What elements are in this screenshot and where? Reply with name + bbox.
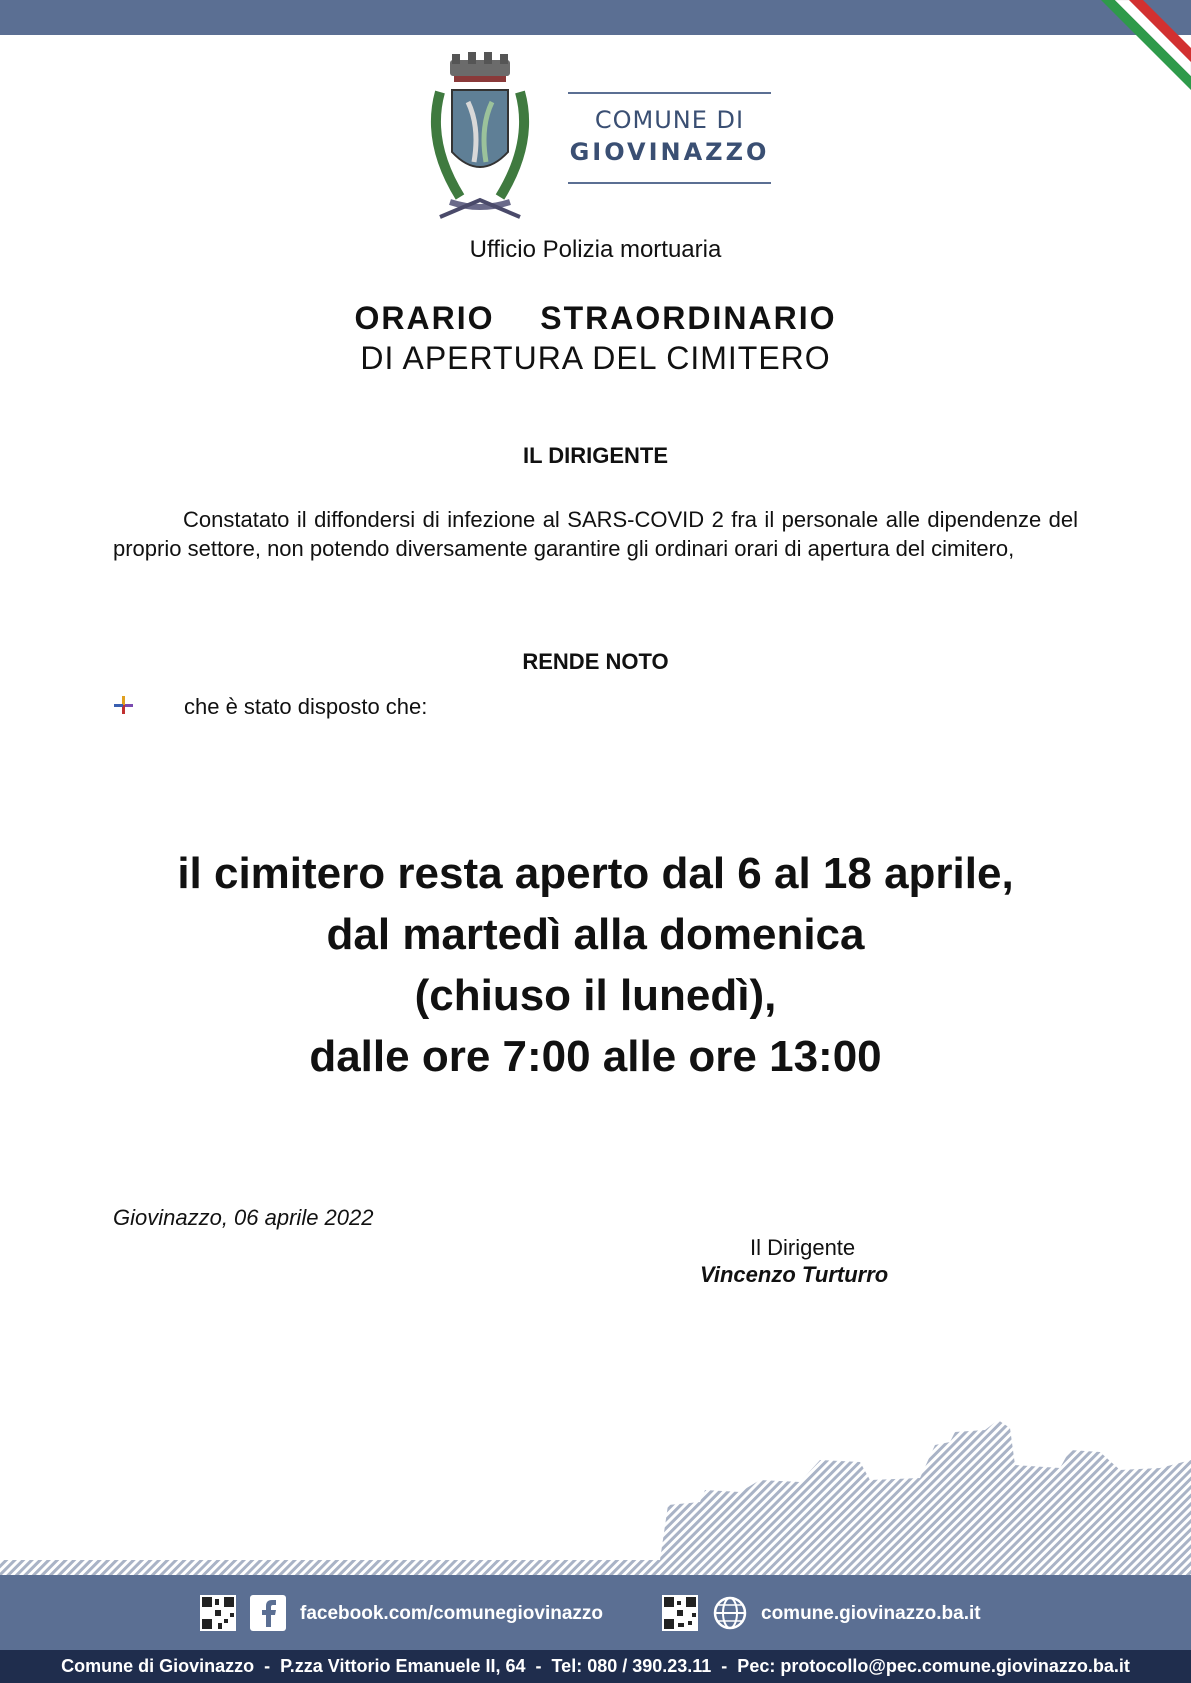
signature-name: Vincenzo Turturro xyxy=(700,1262,889,1287)
logo-line-1: COMUNE DI xyxy=(594,106,745,134)
qr-code-icon xyxy=(200,1595,236,1631)
facebook-link[interactable]: facebook.com/comunegiovinazzo xyxy=(300,1603,603,1624)
office-name: Ufficio Polizia mortuaria xyxy=(469,236,722,263)
bullet-text: che è stato disposto che: xyxy=(184,694,428,719)
city-skyline-graphic xyxy=(0,1420,1191,1575)
footer-address-bar: Comune di Giovinazzo - P.zza Vittorio Emanuele II, 64 - Tel: 080 / 390.23.11 - Pec: protocollo@pec.comune.giovinazzo.ba.it xyxy=(0,1650,1191,1683)
website-link[interactable]: comune.giovinazzo.ba.it xyxy=(761,1603,981,1624)
municipal-crest-icon xyxy=(420,52,540,227)
preamble-paragraph: Constatato il diffondersi di infezione al SARS-COVID 2 fra il personale alle dipendenze del proprio settore, non potendo diversamente garantire gli ordinari orari di apertura del cimitero, xyxy=(113,507,1078,561)
announcement-line-2: dal martedì alla domenica xyxy=(326,910,865,959)
signature-role: Il Dirigente xyxy=(750,1235,856,1260)
heading-dirigente: IL DIRIGENTE xyxy=(522,443,669,468)
qr-code-icon xyxy=(662,1595,698,1631)
italian-flag-ribbon xyxy=(1081,0,1191,110)
announcement-line-1: il cimitero resta aperto dal 6 al 18 aprile, xyxy=(177,849,1014,898)
title-line-1: ORARIO STRAORDINARIO xyxy=(354,300,837,336)
heading-rende-noto: RENDE NOTO xyxy=(522,649,669,674)
announcement-line-3: (chiuso il lunedì), xyxy=(414,971,777,1020)
main-announcement xyxy=(0,843,1191,1087)
globe-icon[interactable] xyxy=(712,1595,748,1631)
municipality-logo xyxy=(568,92,771,186)
announcement-line-4: dalle ore 7:00 alle ore 13:00 xyxy=(309,1032,882,1081)
logo-line-2: GIOVINAZZO xyxy=(569,138,770,166)
place-date: Giovinazzo, 06 aprile 2022 xyxy=(113,1205,374,1230)
bullet-icon xyxy=(112,694,134,716)
title-line-2: DI APERTURA DEL CIMITERO xyxy=(360,340,831,376)
facebook-icon[interactable] xyxy=(250,1595,286,1631)
top-band xyxy=(0,0,1191,35)
